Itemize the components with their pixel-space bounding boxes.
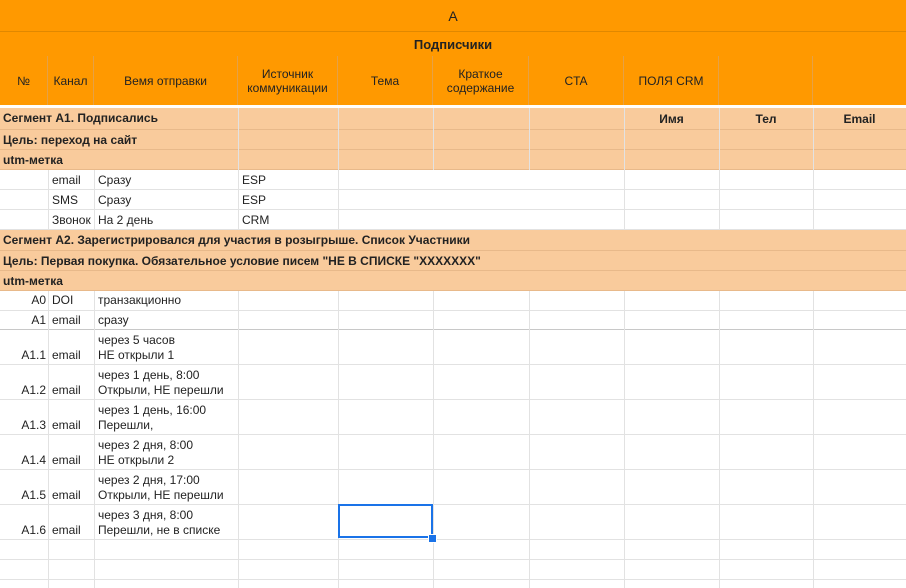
- column-header-a[interactable]: [0, 0, 906, 32]
- segment-a2-title: Сегмент А2. Зарегистрировался для участия в розыгрыше. Список Участники: [3, 233, 471, 247]
- grid-line: [238, 108, 239, 230]
- row-channel: email: [52, 313, 81, 327]
- empty-row[interactable]: [0, 560, 906, 580]
- row-num: A1: [31, 313, 46, 327]
- header-crm-fields[interactable]: ПОЛЯ CRM: [624, 56, 719, 105]
- row-time: Сразу: [98, 193, 132, 207]
- segment-a1-goal: Цель: переход на сайт: [3, 133, 138, 147]
- grid-line: [94, 170, 95, 230]
- grid-line: [813, 291, 814, 588]
- grid-line: [719, 291, 720, 588]
- table-row[interactable]: [0, 170, 906, 190]
- header-summary[interactable]: Краткое содержание: [433, 56, 529, 105]
- row-num: A1.4: [21, 453, 46, 467]
- row-num: A1.6: [21, 523, 46, 537]
- row-time: На 2 день: [98, 213, 154, 227]
- row-time: через 1 день, 16:00: [98, 403, 207, 417]
- segment-a1-utm-row[interactable]: [0, 150, 906, 170]
- segment-a1-title: Сегмент А1. Подписались: [3, 111, 158, 125]
- header-send-time[interactable]: Вемя отправки: [94, 56, 238, 105]
- header-channel[interactable]: Канал: [48, 56, 94, 105]
- header-source[interactable]: Источник коммуникации: [238, 56, 338, 105]
- selected-cell[interactable]: [338, 504, 433, 538]
- crm-field-email[interactable]: Email: [843, 112, 876, 126]
- row-source: ESP: [242, 193, 267, 207]
- empty-row[interactable]: [0, 580, 906, 588]
- segment-a1-utm: utm-метка: [3, 153, 63, 167]
- row-condition: Открыли, НЕ перешли: [98, 383, 224, 397]
- grid-line: [813, 108, 814, 230]
- row-condition: НЕ открыли 1: [98, 348, 175, 362]
- grid-line: [338, 108, 339, 230]
- row-channel: email: [52, 383, 81, 397]
- row-num: A1.2: [21, 383, 46, 397]
- grid-line: [719, 108, 720, 230]
- crm-field-phone[interactable]: Тел: [755, 112, 777, 126]
- row-time: Сразу: [98, 173, 132, 187]
- row-num: A1.5: [21, 488, 46, 502]
- grid-line: [529, 108, 530, 170]
- grid-line: [529, 291, 530, 588]
- row-channel: Звонок: [52, 213, 91, 227]
- grid-line: [433, 291, 434, 588]
- row-source: ESP: [242, 173, 267, 187]
- grid-line: [624, 108, 625, 230]
- empty-row[interactable]: [0, 540, 906, 560]
- row-condition: Открыли, НЕ перешли: [98, 488, 224, 502]
- grid-line: [48, 170, 49, 230]
- row-condition: Перешли, не в списке: [98, 523, 221, 537]
- grid-line: [624, 291, 625, 588]
- row-source: CRM: [242, 213, 270, 227]
- header-num[interactable]: №: [0, 56, 48, 105]
- table-row[interactable]: [0, 190, 906, 210]
- header-topic[interactable]: Тема: [338, 56, 433, 105]
- row-num: A1.1: [21, 348, 46, 362]
- row-num: A1.3: [21, 418, 46, 432]
- row-channel: email: [52, 523, 81, 537]
- crm-field-name[interactable]: Имя: [659, 112, 684, 126]
- grid-line: [238, 291, 239, 588]
- row-time: через 2 дня, 17:00: [98, 473, 200, 487]
- row-time: через 5 часов: [98, 333, 175, 347]
- row-time: через 2 дня, 8:00: [98, 438, 194, 452]
- row-time: транзакционно: [98, 293, 182, 307]
- table-row[interactable]: [0, 311, 906, 330]
- grid-line: [48, 291, 49, 588]
- row-condition: Перешли,: [98, 418, 154, 432]
- row-channel: email: [52, 418, 81, 432]
- segment-a2-title-row[interactable]: [0, 230, 906, 251]
- segment-a2-goal-row[interactable]: [0, 251, 906, 271]
- sheet-title-row[interactable]: [0, 32, 906, 56]
- row-channel: SMS: [52, 193, 79, 207]
- segment-a2-utm: utm-метка: [3, 274, 63, 288]
- grid-line: [433, 108, 434, 170]
- fill-handle[interactable]: [428, 534, 437, 543]
- row-time: сразу: [98, 313, 129, 327]
- column-letter: A: [448, 8, 458, 24]
- row-condition: НЕ открыли 2: [98, 453, 175, 467]
- row-channel: email: [52, 453, 81, 467]
- row-channel: DOI: [52, 293, 74, 307]
- row-channel: email: [52, 173, 81, 187]
- row-num: A0: [31, 293, 46, 307]
- row-channel: email: [52, 348, 81, 362]
- segment-a2-utm-row[interactable]: [0, 271, 906, 291]
- header-empty-2[interactable]: [813, 56, 906, 105]
- row-time: через 1 день, 8:00: [98, 368, 200, 382]
- segment-a1-goal-row[interactable]: [0, 130, 906, 150]
- row-time: через 3 дня, 8:00: [98, 508, 194, 522]
- grid-line: [94, 291, 95, 588]
- sheet-title: Подписчики: [413, 37, 493, 52]
- grid-line: [338, 291, 339, 588]
- row-channel: email: [52, 488, 81, 502]
- header-empty-1[interactable]: [719, 56, 813, 105]
- header-cta[interactable]: CTA: [529, 56, 624, 105]
- segment-a2-goal: Цель: Первая покупка. Обязательное условие писем "НЕ В СПИСКЕ "XXXXXXX": [3, 254, 481, 268]
